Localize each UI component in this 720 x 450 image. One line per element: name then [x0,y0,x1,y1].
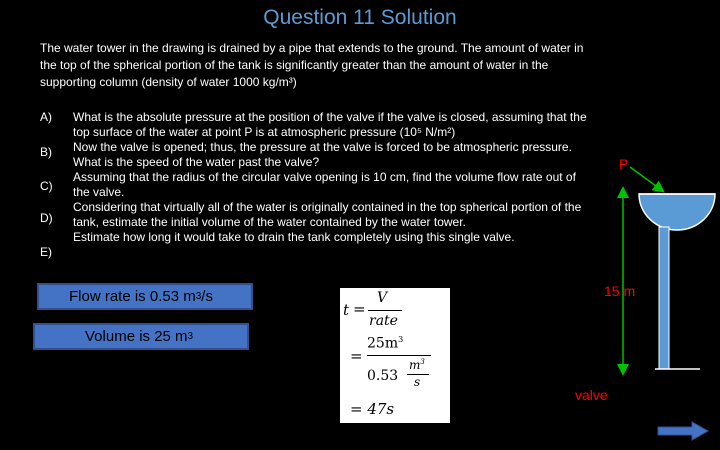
equation-denominator-rate: rate [369,313,398,329]
problem-intro: The water tower in the drawing is drained by a pipe that extends to the ground. The amount of water in the top of the spherical portion of the tank is significantly greater than the amount of water in the supporting column (density of water 1000 kg/m³) [40,41,584,89]
equation-t: t [343,301,350,319]
question-letter-b: B) [40,145,52,159]
volume-text: Volume is 25 m [85,328,188,345]
equation-volume-exponent: 3 [398,335,404,344]
question-text-c: Assuming that the radius of the circular valve opening is 10 cm, find the volume flow rate out of the valve. [73,170,576,199]
flow-rate-text: Flow rate is 0.53 m [69,288,196,305]
height-label: 15 m [604,283,636,299]
question-text-d: Considering that virtually all of the water is originally contained in the top spherical portion of the tank, estimate the initial volume of the water contained by the water tower. [73,200,582,229]
equation-rate-value: 0.53 [367,368,399,384]
question-text-e: Estimate how long it would take to drain the tank completely using this single valve. [73,230,515,244]
question-letter-e: E) [40,245,52,259]
flow-rate-unit: /s [201,288,213,305]
equation-volume-value: 25m [367,335,399,352]
equation-rate-m: m [409,358,421,372]
point-p-arrow [630,167,660,189]
equation-result: = 47s [350,400,395,418]
point-p-label: P [619,156,629,172]
flow-rate-exponent: 3 [195,291,202,302]
equation-numerator-v: V [377,290,388,306]
question-text-a: What is the absolute pressure at the position of the valve if the valve is closed, assuming that the top surface of the water at point P is at atmospheric pressure (10⁵ N/m²) [73,110,587,139]
slide-title: Question 11 Solution [263,6,457,29]
question-text-b: Now the valve is opened; thus, the pressure at the valve is forced to be atmospheric pressure. What is the speed of the water past the valve? [73,140,572,169]
volume-exponent: 3 [187,331,194,342]
equation-rate-exponent: 3 [420,358,425,366]
equation-equals-1: = [353,300,366,318]
next-arrow-icon[interactable] [656,420,710,442]
question-letter-a: A) [40,110,52,124]
equation-equals-2: = [350,347,363,365]
equation-rate-unit-bottom: s [414,375,421,389]
question-letter-d: D) [40,211,53,225]
valve-label: valve [575,387,608,403]
support-column [659,227,669,369]
question-letter-c: C) [40,179,53,193]
tank-sphere [639,194,715,230]
